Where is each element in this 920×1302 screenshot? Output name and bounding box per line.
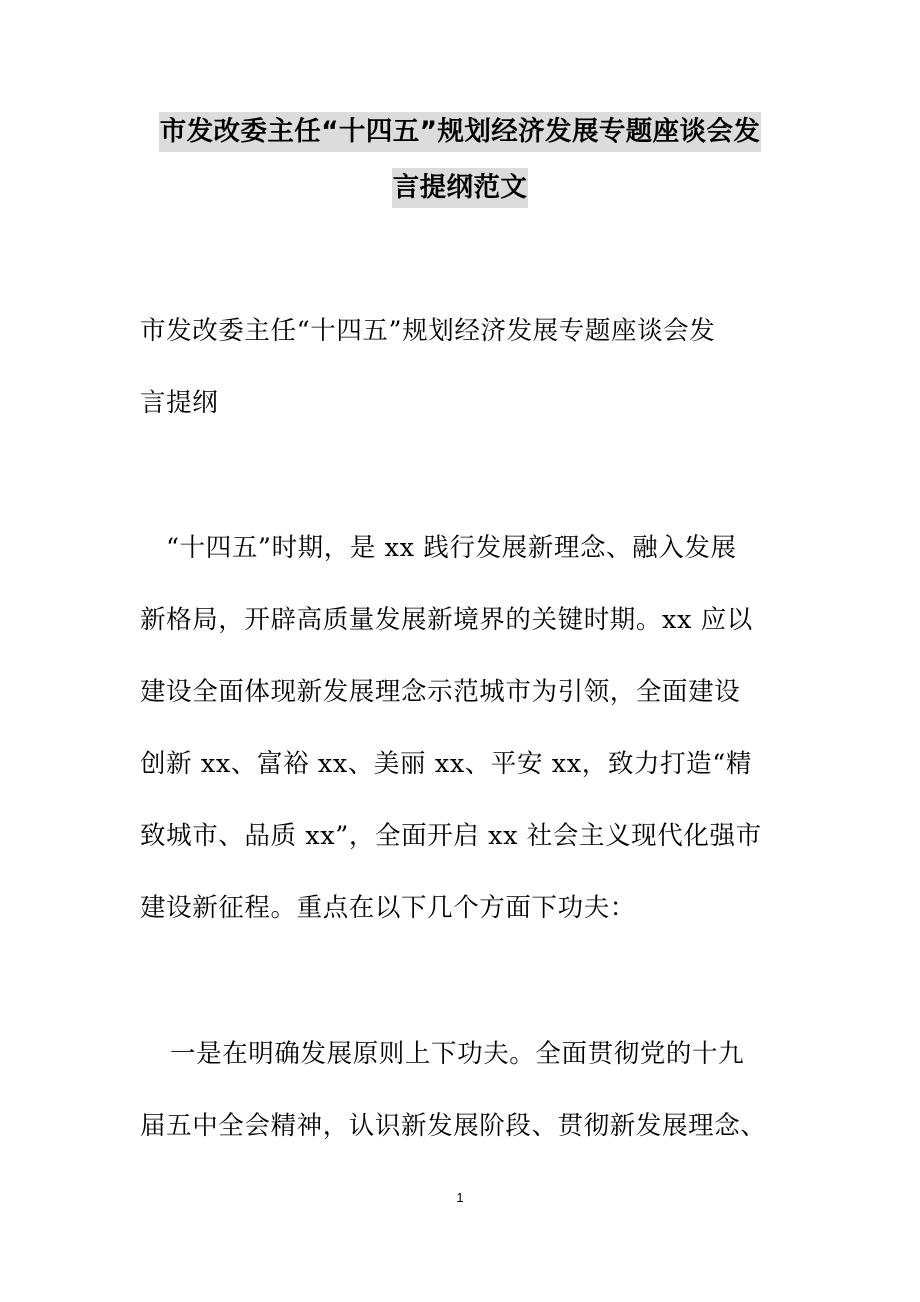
paragraph-1-line-2: 新格局，开辟高质量发展新境界的关键时期。xx 应以 <box>140 605 753 635</box>
title-line-2: 言提纲范文 <box>392 168 529 208</box>
paragraph-2-line-1: 一是在明确发展原则上下功夫。全面贯彻党的十九 <box>170 1039 745 1069</box>
paragraph-1-line-1: “十四五”时期，是 xx 践行发展新理念、融入发展 <box>166 533 737 563</box>
page-number: 1 <box>456 1190 464 1205</box>
paragraph-1-line-4: 创新 xx、富裕 xx、美丽 xx、平安 xx，致力打造“精 <box>140 749 753 779</box>
document-title <box>138 112 782 208</box>
paragraph-2-line-2: 届五中全会精神，认识新发展阶段、贯彻新发展理念、 <box>140 1111 767 1141</box>
paragraph-1-line-3: 建设全面体现新发展理念示范城市为引领，全面建设 <box>140 677 741 707</box>
heading-line-1: 市发改委主任“十四五”规划经济发展专题座谈会发 <box>140 316 716 346</box>
heading-line-2: 言提纲 <box>140 388 219 418</box>
title-line-1: 市发改委主任“十四五”规划经济发展专题座谈会发 <box>159 112 762 152</box>
paragraph-1-line-5: 致城市、品质 xx”，全面开启 xx 社会主义现代化强市 <box>140 821 762 851</box>
paragraph-1-line-6: 建设新征程。重点在以下几个方面下功夫： <box>140 893 636 923</box>
